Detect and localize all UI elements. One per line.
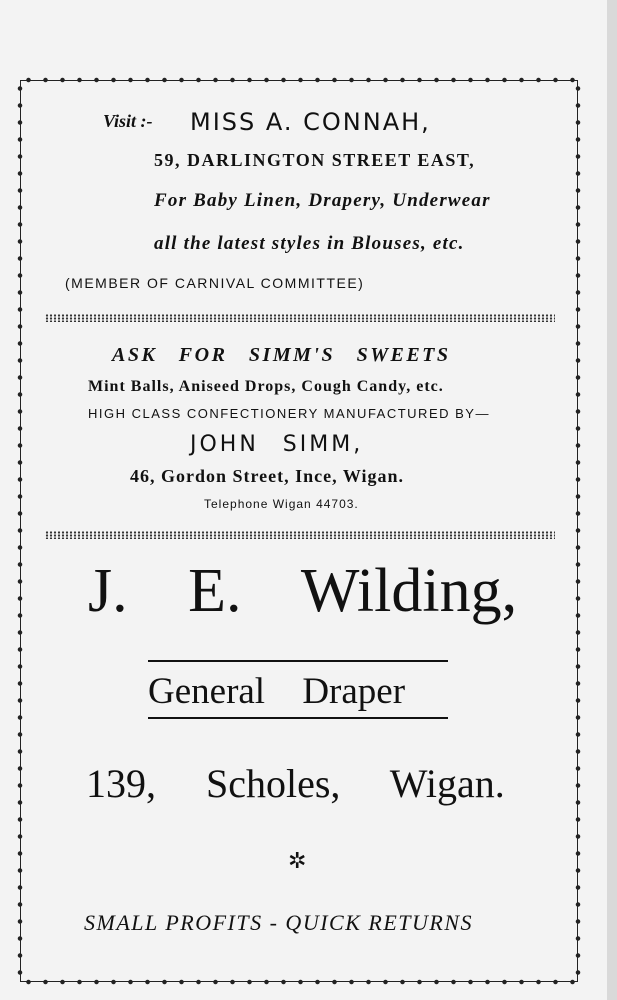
border-dots-bottom: [20, 979, 578, 985]
wilding-trade: General Draper: [148, 671, 406, 712]
connah-line-2: all the latest styles in Blouses, etc.: [154, 233, 465, 254]
visit-label: Visit :-: [103, 111, 153, 131]
wilding-name: J. E. Wilding,: [88, 557, 518, 625]
wilding-address: 139, Scholes, Wigan.: [86, 761, 505, 806]
rule-above-trade: [148, 660, 448, 662]
simm-manufacturer-line: HIGH CLASS CONFECTIONERY MANUFACTURED BY—: [88, 406, 490, 421]
connah-member-note: (MEMBER OF CARNIVAL COMMITTEE): [65, 275, 365, 291]
simm-name: JOHN SIMM,: [190, 432, 364, 457]
simm-address: 46, Gordon Street, Ince, Wigan.: [130, 466, 405, 486]
rule-below-trade: [148, 717, 448, 719]
star-ornament-icon: ✲: [288, 848, 307, 873]
simm-headline: ASK FOR SIMM'S SWEETS: [112, 344, 451, 366]
page-edge: [607, 0, 617, 1000]
border-dots-top: [20, 77, 578, 83]
connah-name: MISS A. CONNAH,: [190, 108, 431, 136]
connah-address: 59, DARLINGTON STREET EAST,: [154, 150, 476, 170]
dotted-divider-1: [45, 314, 555, 322]
simm-telephone: Telephone Wigan 44703.: [204, 497, 359, 511]
simm-products: Mint Balls, Aniseed Drops, Cough Candy, etc.: [88, 378, 444, 395]
wilding-motto: SMALL PROFITS - QUICK RETURNS: [84, 910, 473, 935]
border-dots-right: [575, 80, 581, 982]
border-dots-left: [17, 80, 23, 982]
dotted-divider-2: [45, 531, 555, 539]
connah-line-1: For Baby Linen, Drapery, Underwear: [154, 190, 491, 211]
